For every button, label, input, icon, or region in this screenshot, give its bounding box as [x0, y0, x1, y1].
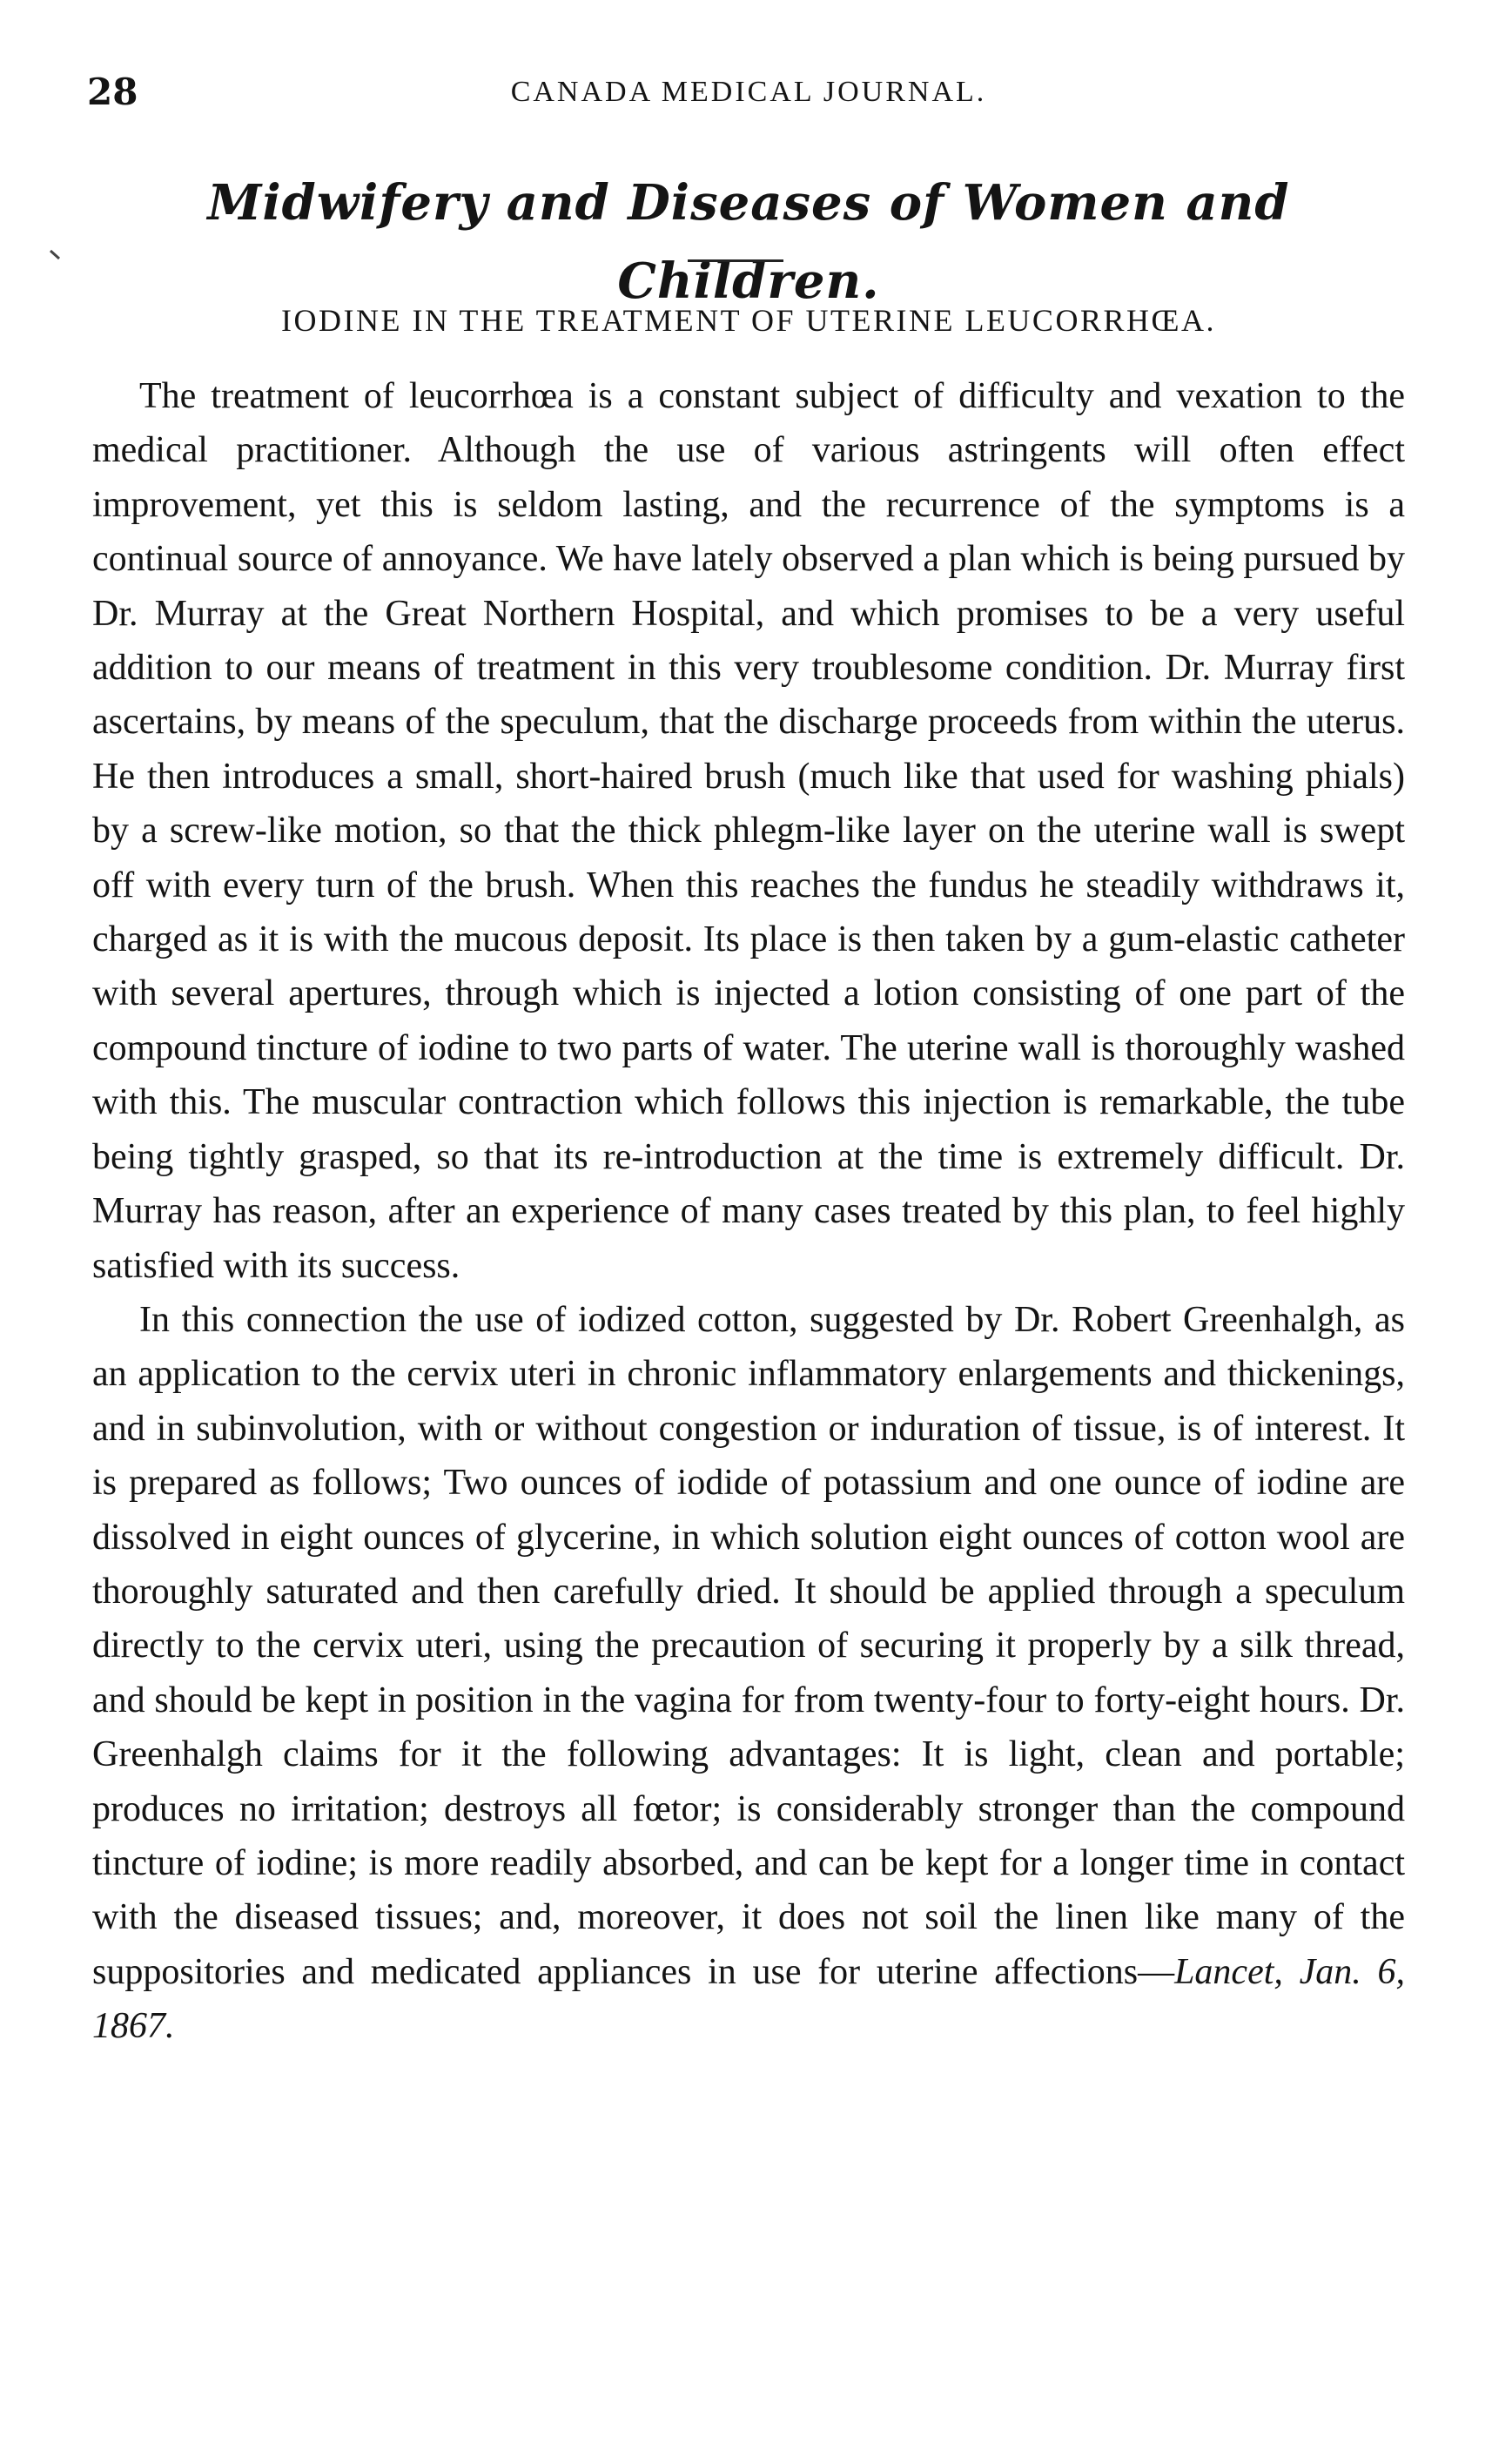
stray-tick-mark [50, 251, 59, 259]
paragraph-1: The treatment of leucorrhœa is a constant subject of difficulty and vexation to the medical practitioner. Although the use of various astringents will often effect improvement, yet this is seldom lasting, and the recurrence of the symptoms is a continual source of annoyance. We have lately observed a plan which is being pursued by Dr. Murray at the Great Northern Hospital, and which promises to be a very useful addition to our means of treatment in this very troublesome condition. Dr. Murray first ascertains, by means of the speculum, that the discharge proceeds from within the uterus. He then introduces a small, short-haired brush (much like that used for washing phials) by a screw-like motion, so that the thick phlegm-like layer on the uterine wall is swept off with every turn of the brush. When this reaches the fundus he steadily withdraws it, charged as it is with the mucous deposit. Its place is then taken by a gum-elastic catheter with several apertures, through which is injected a lotion consisting of one part of the compound tincture of iodine to two parts of water. The uterine wall is thoroughly washed with this. The muscular contraction which follows this injection is remarkable, the tube being tightly grasped, so that its re-introduction at the time is extremely difficult. Dr. Murray has reason, after an experience of many cases treated by this plan, to feel highly satisfied with its success. [92, 376, 1405, 1286]
journal-name: CANADA MEDICAL JOURNAL. [510, 76, 987, 108]
section-heading: Midwifery and Diseases of Women and Children. [207, 174, 1290, 310]
running-head [87, 66, 1410, 118]
source-separator: — [1138, 1951, 1175, 1992]
article-body [92, 369, 1405, 2054]
paragraph-2-text: In this connection the use of iodized cotton, suggested by Dr. Robert Greenhalgh, as an application to the cervix uteri in chronic inflammatory enlargements and thickenings, and in subinvolution, with or without congestion or induration of tissue, is of interest. It is prepared as follows; Two ounces of iodide of potassium and one ounce of iodine are dissolved in eight ounces of glycerine, in which solution eight ounces of cotton wool are thoroughly saturated and then carefully dried. It should be applied through a speculum directly to the cervix uteri, using the precaution of securing it properly by a silk thread, and should be kept in position in the vagina for from twenty-four to forty-eight hours. Dr. Greenhalgh claims for it the following advantages: It is light, clean and portable; produces no irritation; destroys all fœtor; is considerably stronger than the compound tincture of iodine; is more readily absorbed, and can be kept for a longer time in contact with the diseased tissues; and, moreover, it does not soil the linen like many of the suppositories and medicated appliances in use for uterine affections [92, 1299, 1405, 1992]
paragraph-2 [92, 1293, 1405, 2054]
source-citation: Lancet, Jan. 6, 1867. [92, 1951, 1405, 2047]
article-title: IODINE IN THE TREATMENT OF UTERINE LEUCORRHŒA. [281, 303, 1216, 338]
section-rule [688, 259, 783, 262]
page-number: 28 [87, 71, 138, 113]
